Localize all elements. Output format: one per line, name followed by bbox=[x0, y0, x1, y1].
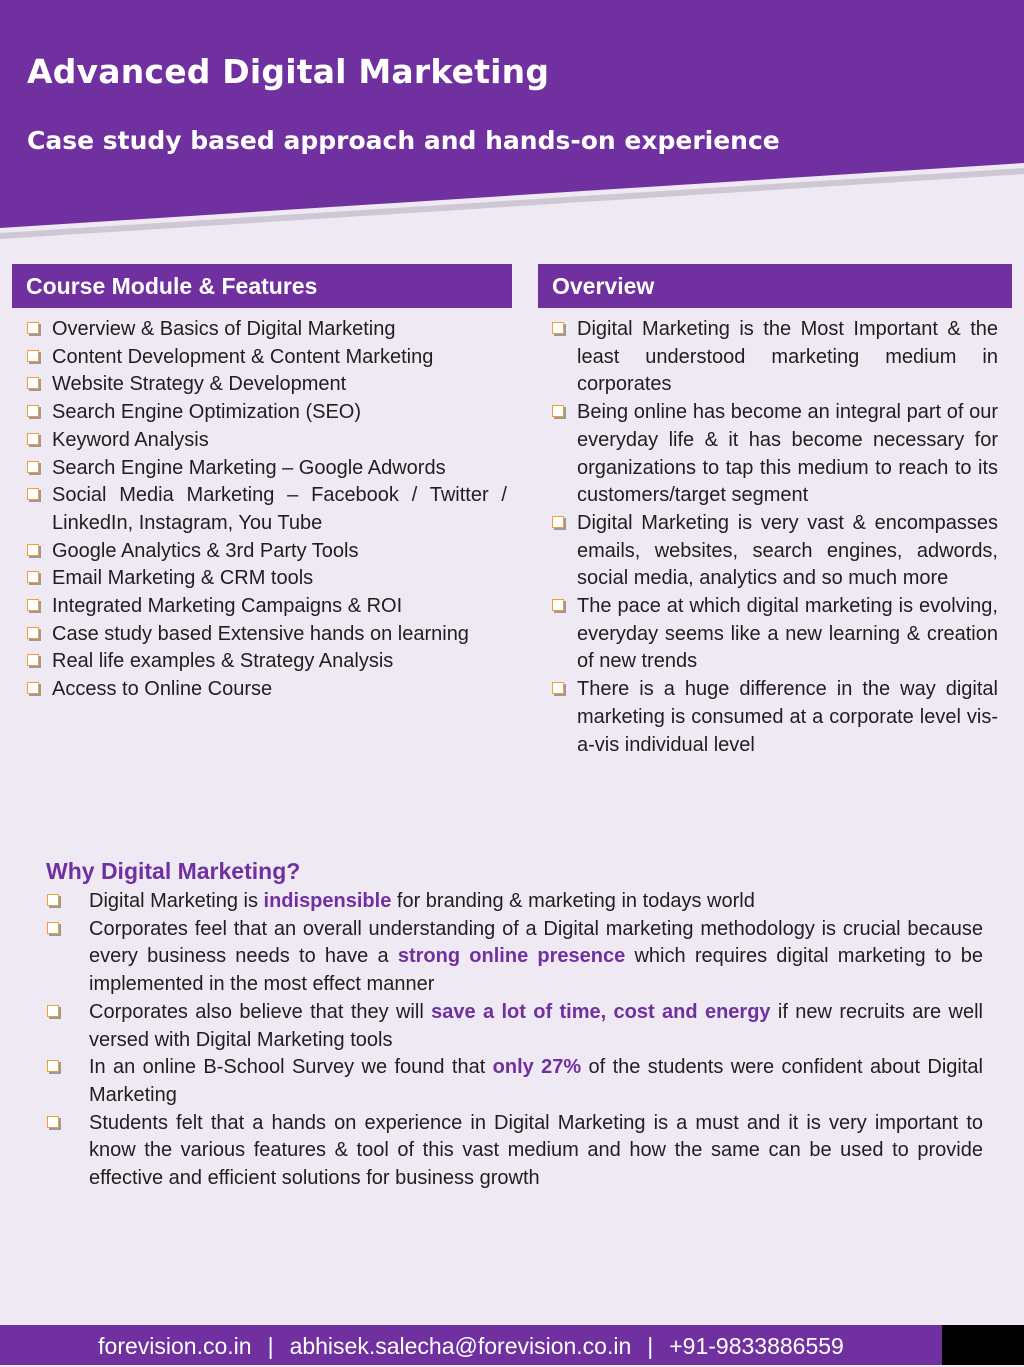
checkbox-bullet-icon bbox=[47, 1060, 59, 1072]
course-module-heading: Course Module & Features bbox=[12, 264, 512, 308]
checkbox-bullet-icon bbox=[552, 405, 564, 417]
email-link[interactable]: abhisek.salecha@forevision.co.in bbox=[289, 1333, 632, 1359]
list-item: Digital Marketing is very vast & encompasses emails, websites, search engines, adwords, social media, analytics and so much more bbox=[552, 510, 998, 593]
course-module-list bbox=[27, 316, 507, 704]
list-item: Integrated Marketing Campaigns & ROI bbox=[27, 593, 507, 621]
page-subtitle: Case study based approach and hands-on experience bbox=[27, 126, 780, 155]
highlight-text: indispensible bbox=[263, 890, 392, 912]
list-item: There is a huge difference in the way digital marketing is consumed at a corporate level vis-a-vis individual level bbox=[552, 676, 998, 759]
list-item: Access to Online Course bbox=[27, 676, 507, 704]
list-item: Being online has become an integral part of our everyday life & it has become necessary for organizations to tap this medium to reach to its customers/target segment bbox=[552, 399, 998, 510]
checkbox-bullet-icon bbox=[27, 488, 39, 500]
list-item: Real life examples & Strategy Analysis bbox=[27, 648, 507, 676]
footer-contact-bar bbox=[0, 1325, 942, 1365]
checkbox-bullet-icon bbox=[27, 405, 39, 417]
list-item: Google Analytics & 3rd Party Tools bbox=[27, 538, 507, 566]
list-item: In an online B-School Survey we found that only 27% of the students were confident about Digital Marketing bbox=[47, 1054, 983, 1109]
checkbox-bullet-icon bbox=[47, 1005, 59, 1017]
list-item: Corporates also believe that they will save a lot of time, cost and energy if new recruits are well versed with Digital Marketing tools bbox=[47, 999, 983, 1054]
list-item: The pace at which digital marketing is evolving, everyday seems like a new learning & creation of new trends bbox=[552, 593, 998, 676]
checkbox-bullet-icon bbox=[27, 350, 39, 362]
checkbox-bullet-icon bbox=[27, 322, 39, 334]
checkbox-bullet-icon bbox=[552, 516, 564, 528]
list-item: Search Engine Marketing – Google Adwords bbox=[27, 455, 507, 483]
list-item: Email Marketing & CRM tools bbox=[27, 565, 507, 593]
checkbox-bullet-icon bbox=[27, 461, 39, 473]
list-item: Students felt that a hands on experience in Digital Marketing is a must and it is very important to know the various features & tool of this vast medium and how the same can be used to provide effective and efficient solutions for business growth bbox=[47, 1110, 983, 1193]
checkbox-bullet-icon bbox=[27, 377, 39, 389]
footer-separator: | bbox=[267, 1333, 274, 1359]
list-item: Website Strategy & Development bbox=[27, 371, 507, 399]
checkbox-bullet-icon bbox=[47, 894, 59, 906]
phone-number[interactable]: +91-9833886559 bbox=[669, 1333, 844, 1359]
highlight-text: save a lot of time, cost and energy bbox=[431, 1000, 771, 1023]
checkbox-bullet-icon bbox=[27, 433, 39, 445]
highlight-text: strong online presence bbox=[397, 945, 626, 968]
highlight-text: only 27% bbox=[492, 1056, 582, 1079]
checkbox-bullet-icon bbox=[552, 322, 564, 334]
checkbox-bullet-icon bbox=[552, 599, 564, 611]
checkbox-bullet-icon bbox=[27, 599, 39, 611]
list-item: Keyword Analysis bbox=[27, 427, 507, 455]
list-item: Search Engine Optimization (SEO) bbox=[27, 399, 507, 427]
list-item: Overview & Basics of Digital Marketing bbox=[27, 316, 507, 344]
list-item: Case study based Extensive hands on learning bbox=[27, 621, 507, 649]
footer-corner-block bbox=[942, 1325, 1024, 1365]
footer-separator: | bbox=[647, 1333, 654, 1359]
list-item: Digital Marketing is the Most Important & the least understood marketing medium in corporates bbox=[552, 316, 998, 399]
list-item: Corporates feel that an overall understanding of a Digital marketing methodology is crucial because every business needs to have a strong online presence which requires digital marketing to be implemented in the most effect manner bbox=[47, 916, 983, 999]
checkbox-bullet-icon bbox=[552, 682, 564, 694]
checkbox-bullet-icon bbox=[27, 627, 39, 639]
list-item: Social Media Marketing – Facebook / Twitter / LinkedIn, Instagram, You Tube bbox=[27, 482, 507, 537]
page-title: Advanced Digital Marketing bbox=[27, 52, 550, 91]
checkbox-bullet-icon bbox=[47, 1116, 59, 1128]
overview-heading: Overview bbox=[538, 264, 1012, 308]
header-banner bbox=[0, 0, 1024, 240]
why-heading: Why Digital Marketing? bbox=[46, 858, 301, 884]
list-item: Digital Marketing is indispensible for branding & marketing in todays world bbox=[47, 888, 983, 916]
checkbox-bullet-icon bbox=[47, 922, 59, 934]
checkbox-bullet-icon bbox=[27, 571, 39, 583]
checkbox-bullet-icon bbox=[27, 544, 39, 556]
list-item: Content Development & Content Marketing bbox=[27, 344, 507, 372]
checkbox-bullet-icon bbox=[27, 682, 39, 694]
why-list bbox=[47, 888, 983, 1193]
overview-list bbox=[552, 316, 998, 759]
website-link[interactable]: forevision.co.in bbox=[98, 1333, 252, 1359]
checkbox-bullet-icon bbox=[27, 654, 39, 666]
